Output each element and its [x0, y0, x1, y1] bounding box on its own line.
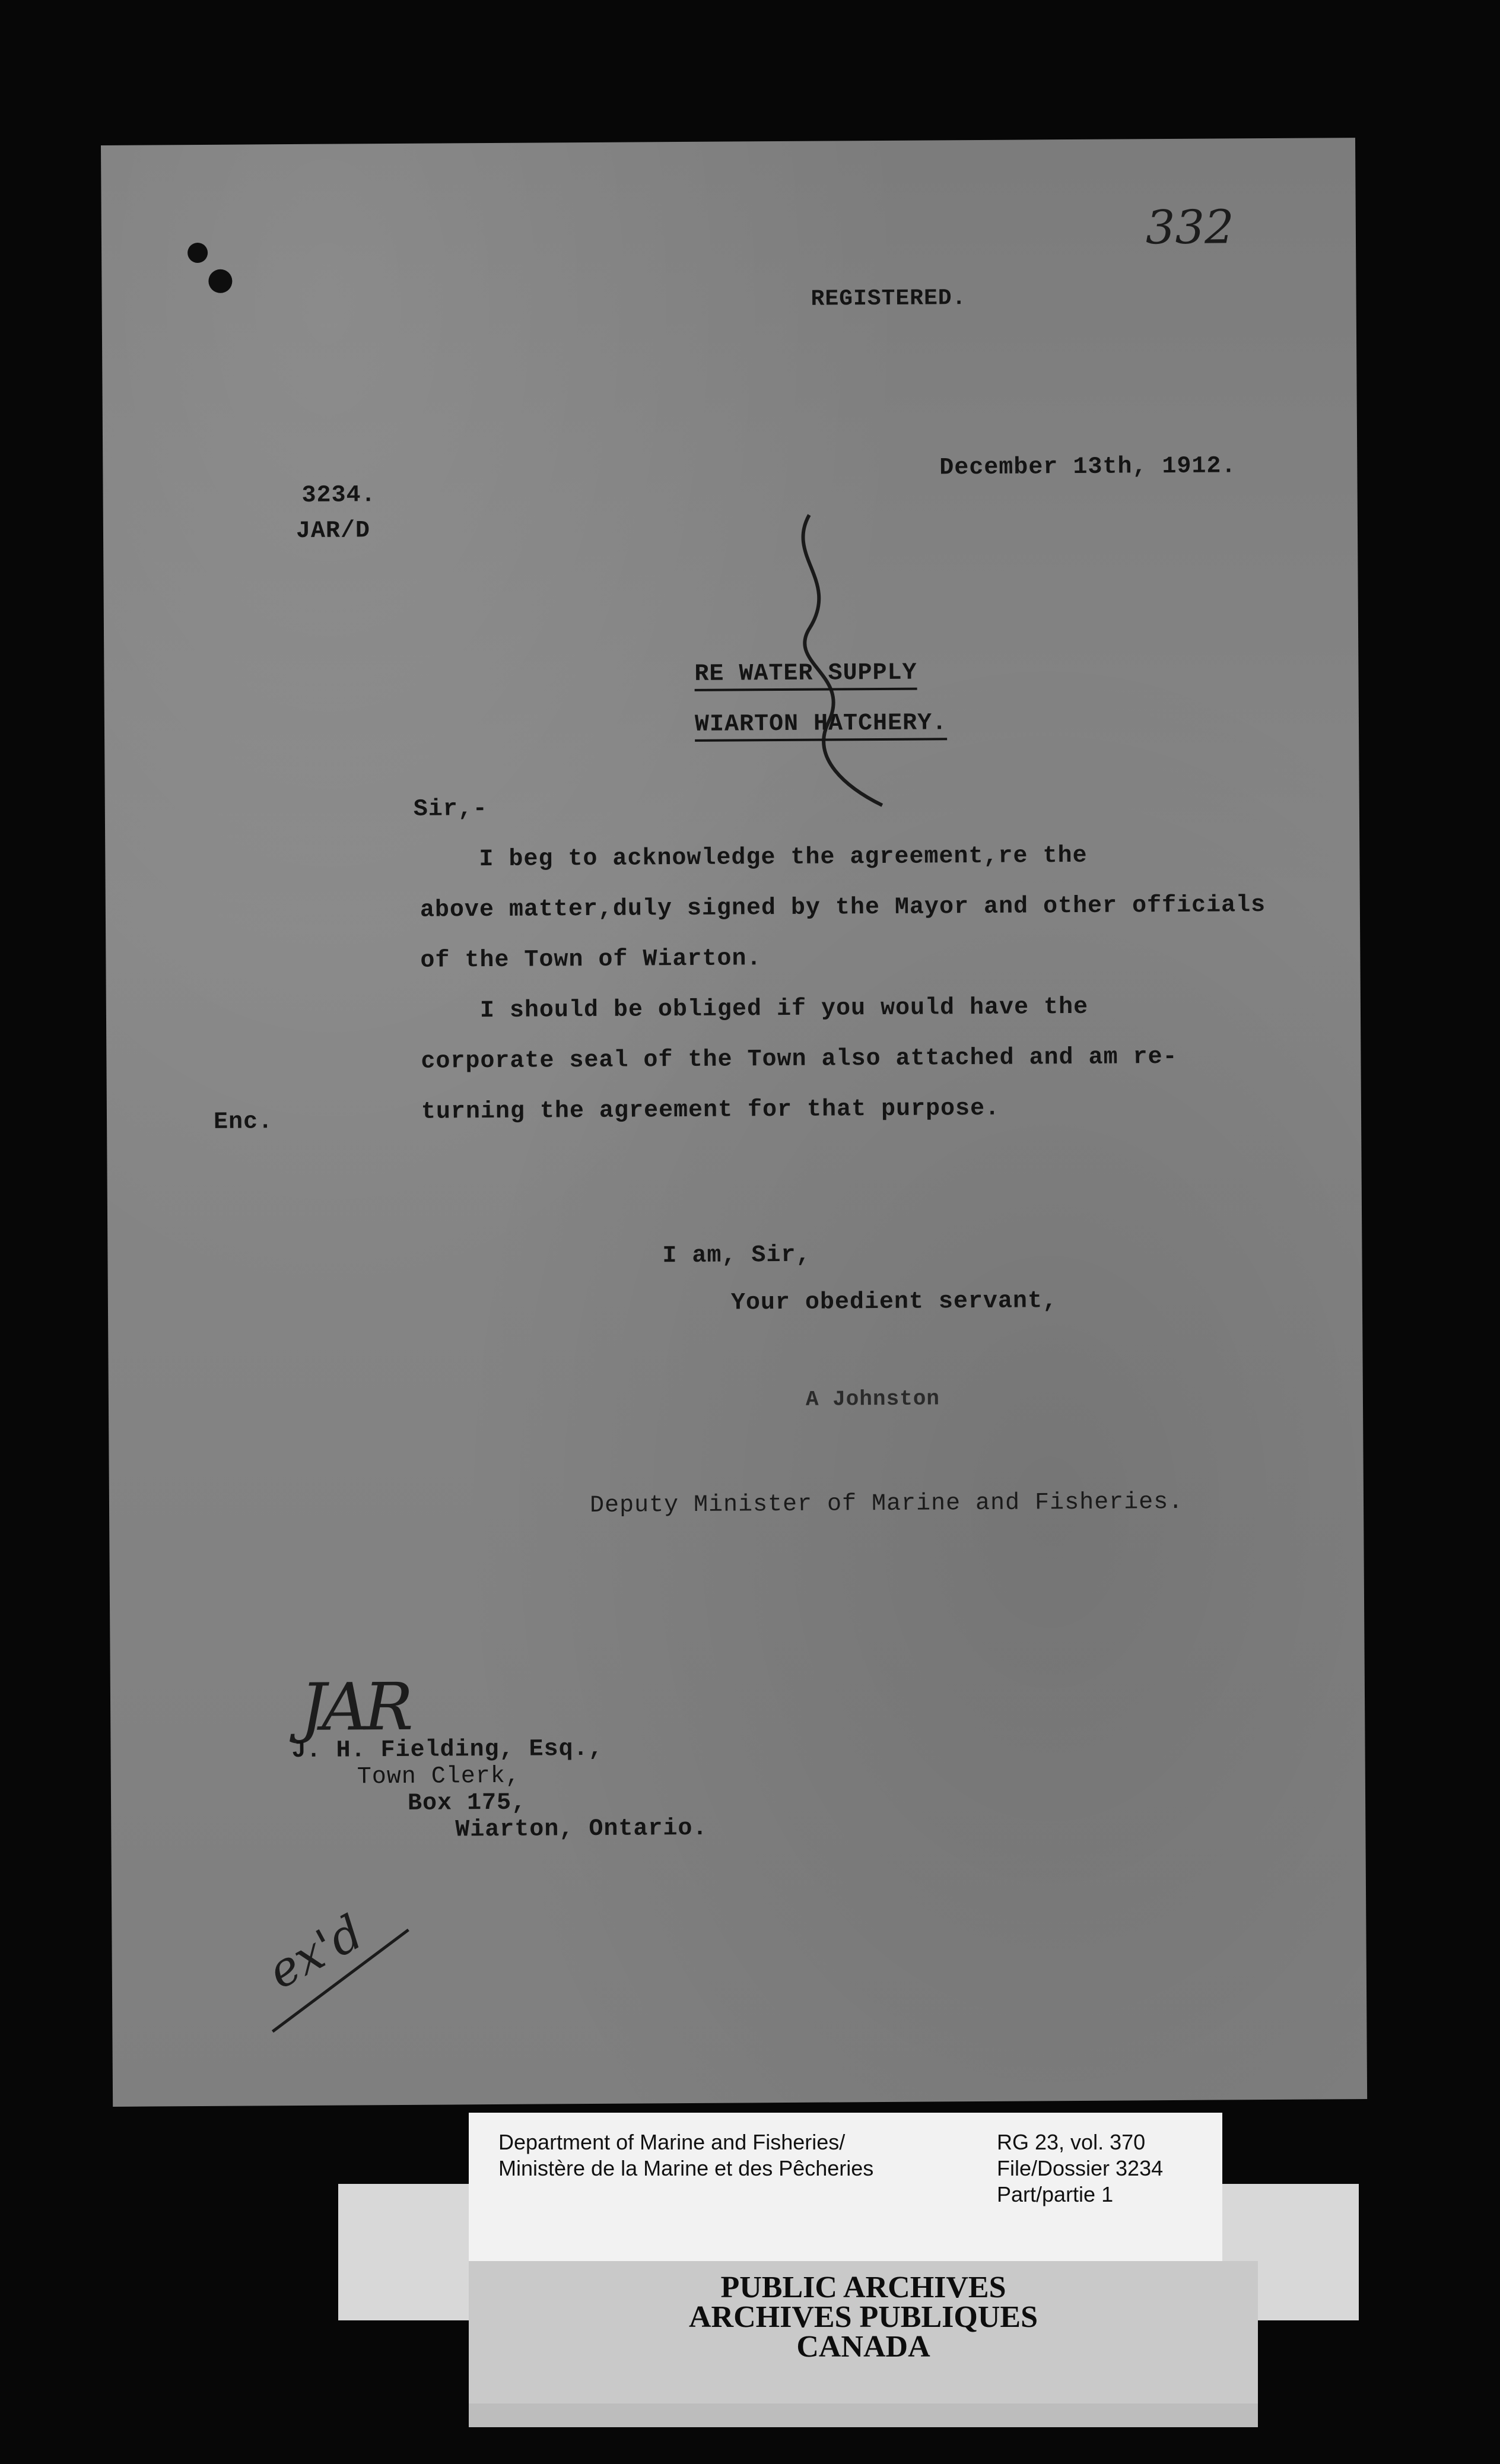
address-line-2: Town Clerk, — [357, 1763, 520, 1791]
salutation: Sir,- — [413, 796, 488, 823]
enclosure-note: Enc. — [213, 1109, 274, 1136]
body-line-3: of the Town of Wiarton. — [420, 945, 762, 974]
subject-line-2-text: WIARTON HATCHERY. — [695, 710, 947, 742]
signatory-title: Deputy Minister of Marine and Fisheries. — [589, 1488, 1184, 1520]
department-block — [498, 2129, 873, 2182]
page-number: 332 — [1145, 201, 1235, 255]
body-line-5: corporate seal of the Town also attached and am re- — [421, 1043, 1178, 1075]
department-en: Department of Marine and Fisheries/ — [498, 2130, 846, 2154]
archives-line-2: ARCHIVES PUBLIQUES — [688, 2300, 1038, 2334]
registered-label: REGISTERED. — [811, 285, 967, 312]
reference-initials: JAR/D — [295, 517, 371, 545]
label-bottom-strip — [469, 2403, 1258, 2427]
part-reference: Part/partie 1 — [997, 2182, 1114, 2206]
public-archives-label — [469, 2261, 1258, 2403]
body-line-6: turning the agreement for that purpose. — [421, 1095, 1000, 1126]
archives-title-stack — [469, 2273, 1258, 2362]
closing-line-1: I am, Sir, — [662, 1241, 811, 1270]
address-line-1: J. H. Fielding, Esq., — [291, 1735, 603, 1765]
closing-line-2: Your obedient servant, — [730, 1288, 1058, 1317]
letter-date: December 13th, 1912. — [939, 453, 1237, 482]
punch-hole-bottom — [208, 269, 232, 293]
file-reference: File/Dossier 3234 — [997, 2156, 1164, 2180]
body-line-4: I should be obliged if you would have the — [420, 993, 1089, 1025]
address-line-4: Wiarton, Ontario. — [455, 1815, 708, 1844]
reference-block — [997, 2129, 1163, 2208]
subject-line-2 — [635, 683, 948, 765]
file-number: 3234. — [301, 482, 376, 509]
handwritten-initials: JAR — [300, 1668, 409, 1745]
subject-line-1-text: RE WATER SUPPLY — [694, 660, 917, 691]
letter-sheet — [101, 138, 1367, 2107]
handwritten-slash-mark — [266, 1912, 421, 2044]
department-fr: Ministère de la Marine et des Pêcheries — [498, 2156, 874, 2180]
archives-line-1: PUBLIC ARCHIVES — [720, 2271, 1006, 2304]
address-line-3: Box 175, — [407, 1789, 527, 1817]
signature: A Johnston — [805, 1386, 940, 1412]
record-group: RG 23, vol. 370 — [997, 2130, 1146, 2154]
archive-info-label — [469, 2113, 1222, 2261]
punch-hole-top — [188, 243, 208, 263]
body-line-1: I beg to acknowledge the agreement,re the — [420, 842, 1088, 874]
handwritten-mark: ex'd — [259, 1904, 372, 2000]
body-line-2: above matter,duly signed by the Mayor and other officials — [420, 892, 1266, 924]
archives-line-3: CANADA — [796, 2330, 930, 2364]
